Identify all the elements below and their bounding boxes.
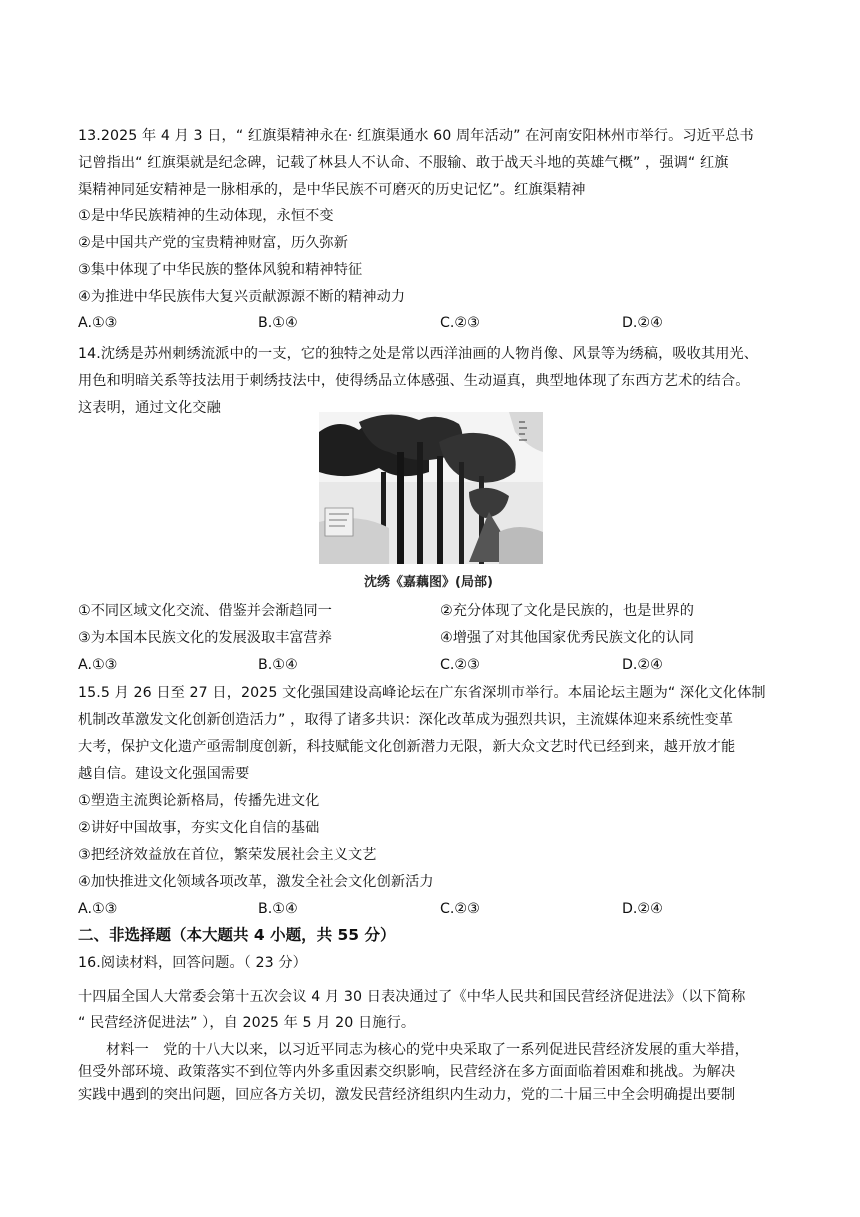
q14-stem-line-3: 这表明，通过文化交融 [78, 400, 221, 416]
q15-stem-line-2: 机制改革激发文化创新创造活力” ，取得了诸多共识：深化改革成为强烈共识，主流媒体迎来系统性变革 [78, 712, 734, 728]
embroidery-figure [319, 412, 543, 564]
q15-stem-line-1: 15.5 月 26 日至 27 日，2025 文化强国建设高峰论坛在广东省深圳市举行。本届论坛主题为“ 深化文化体制 [78, 685, 766, 701]
q13-stem-line-2: 记曾指出“ 红旗渠就是纪念碑，记载了林县人不认命、不服输、敢于战天斗地的英雄气概” ，强调“ 红旗 [78, 155, 729, 171]
q15-item-2: ②讲好中国故事，夯实文化自信的基础 [78, 820, 320, 836]
q16-intro-line-2: “ 民营经济促进法” ），自 2025 年 5 月 20 日施行。 [78, 1015, 416, 1031]
q16-material-line-3: 实践中遇到的突出问题，回应各方关切，激发民营经济组织内生动力，党的二十届三中全会明确提出要制 [78, 1087, 736, 1103]
q14-item-2: ②充分体现了文化是民族的，也是世界的 [440, 603, 694, 619]
q14-option-c[interactable]: C.②③ [440, 657, 480, 673]
q14-item-3: ③为本国本民族文化的发展汲取丰富营养 [78, 630, 332, 646]
embroidery-image [319, 412, 543, 564]
q13-option-d[interactable]: D.②④ [622, 315, 663, 331]
section-heading: 二、非选择题（本大题共 4 小题，共 55 分） [78, 926, 396, 944]
q13-option-a[interactable]: A.①③ [78, 315, 118, 331]
q15-stem-line-3: 大考，保护文化遗产亟需制度创新，科技赋能文化创新潜力无限，新大众文艺时代已经到来，越开放才能 [78, 739, 736, 755]
q14-stem-line-1: 14.沈绣是苏州刺绣流派中的一支，它的独特之处是常以西洋油画的人物肖像、风景等为绣稿，吸收其用光、 [78, 346, 759, 362]
q16-material-line-2: 但受外部环境、政策落实不到位等内外多重因素交织影响，民营经济在多方面面临着困难和挑战。为解决 [78, 1064, 736, 1080]
q15-option-d[interactable]: D.②④ [622, 901, 663, 917]
q13-option-b[interactable]: B.①④ [258, 315, 298, 331]
q13-item-3: ③集中体现了中华民族的整体风貌和精神特征 [78, 262, 363, 278]
q13-stem-line-1: 13.2025 年 4 月 3 日，“ 红旗渠精神永在· 红旗渠通水 60 周年活动” 在河南安阳林州市举行。习近平总书 [78, 128, 754, 144]
q16-intro-line-1: 十四届全国人大常委会第十五次会议 4 月 30 日表决通过了《中华人民共和国民营经济促进法》（以下简称 [78, 989, 746, 1005]
q15-item-3: ③把经济效益放在首位，繁荣发展社会主义文艺 [78, 847, 377, 863]
q15-option-b[interactable]: B.①④ [258, 901, 298, 917]
q13-stem-line-3: 渠精神同延安精神是一脉相承的，是中华民族不可磨灭的历史记忆”。红旗渠精神 [78, 182, 586, 198]
q13-option-c[interactable]: C.②③ [440, 315, 480, 331]
q14-option-b[interactable]: B.①④ [258, 657, 298, 673]
q15-stem-line-4: 越自信。建设文化强国需要 [78, 766, 250, 782]
q14-item-1: ①不同区域文化交流、借鉴并会渐趋同一 [78, 603, 332, 619]
q14-option-d[interactable]: D.②④ [622, 657, 663, 673]
q13-item-4: ④为推进中华民族伟大复兴贡献源源不断的精神动力 [78, 289, 406, 305]
q15-option-a[interactable]: A.①③ [78, 901, 118, 917]
q15-item-4: ④加快推进文化领域各项改革，激发全社会文化创新活力 [78, 874, 434, 890]
q13-item-2: ②是中国共产党的宝贵精神财富，历久弥新 [78, 235, 348, 251]
q14-option-a[interactable]: A.①③ [78, 657, 118, 673]
q16-material-line-1: 材料一 党的十八大以来，以习近平同志为核心的党中央采取了一系列促进民营经济发展的重大举措， [106, 1042, 749, 1058]
figure-caption: 沈绣《嘉藕图》(局部) [364, 575, 493, 590]
q14-stem-line-2: 用色和明暗关系等技法用于刺绣技法中，使得绣品立体感强、生动逼真，典型地体现了东西方艺术的结合。 [78, 373, 750, 389]
q15-option-c[interactable]: C.②③ [440, 901, 480, 917]
q15-item-1: ①塑造主流舆论新格局，传播先进文化 [78, 793, 320, 809]
q16-stem: 16.阅读材料，回答问题。（ 23 分） [78, 955, 307, 971]
q14-item-4: ④增强了对其他国家优秀民族文化的认同 [440, 630, 694, 646]
q13-item-1: ①是中华民族精神的生动体现，永恒不变 [78, 208, 334, 224]
